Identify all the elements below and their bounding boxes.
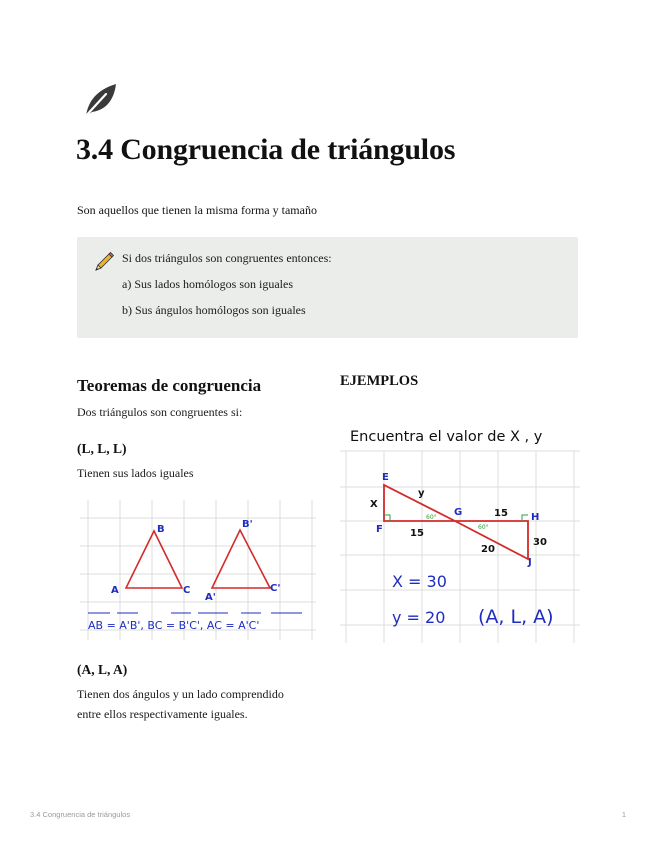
side-label: y <box>418 488 425 499</box>
result-y: y = 20 <box>392 608 446 627</box>
ala-text: entre ellos respectivamente iguales. <box>77 707 248 721</box>
theorems-heading: Teoremas de congruencia <box>77 376 262 395</box>
callout-line: a) Sus lados homólogos son iguales <box>122 277 293 291</box>
ala-title: (A, L, A) <box>77 662 128 677</box>
side-label: 20 <box>481 544 495 555</box>
callout-line: b) Sus ángulos homólogos son iguales <box>122 303 306 317</box>
point-label: H <box>531 512 540 523</box>
footer-title: 3.4 Congruencia de triángulos <box>30 810 131 819</box>
callout-line: Si dos triángulos son congruentes entonces: <box>122 251 332 265</box>
angle-label: 60° <box>426 514 437 521</box>
vertex-label: C' <box>270 583 281 594</box>
theorems-lead: Dos triángulos son congruentes si: <box>77 405 243 419</box>
lll-title: (L, L, L) <box>77 441 127 456</box>
leaf-icon <box>80 80 120 120</box>
intro-text: Son aquellos que tienen la misma forma y tamaño <box>77 203 317 217</box>
angle-label: 60° <box>478 524 489 531</box>
side-label: 30 <box>533 537 547 548</box>
lll-figure <box>80 500 316 640</box>
example-figure <box>340 415 580 643</box>
criterion-label: (A, L, A) <box>478 606 554 628</box>
point-label: G <box>454 507 463 518</box>
point-label: J <box>528 557 532 568</box>
vertex-label: C <box>183 585 191 596</box>
example-prompt: Encuentra el valor de X , y <box>350 429 543 445</box>
result-x: X = 30 <box>392 572 447 591</box>
vertex-label: B <box>157 524 165 535</box>
vertex-label: A <box>111 585 119 596</box>
side-label: 15 <box>494 508 508 519</box>
page-number: 1 <box>621 810 626 819</box>
ala-text: Tienen dos ángulos y un lado comprendido <box>77 687 284 701</box>
examples-heading: EJEMPLOS <box>340 373 419 389</box>
lll-text: Tienen sus lados iguales <box>77 466 194 480</box>
vertex-label: B' <box>242 519 253 530</box>
callout-box <box>77 237 578 338</box>
point-label: E <box>382 472 389 483</box>
pencil-icon <box>93 251 115 273</box>
vertex-label: A' <box>205 592 216 603</box>
side-label: 15 <box>410 528 424 539</box>
side-label: X <box>370 499 378 510</box>
page-title: 3.4 Congruencia de triángulos <box>76 133 456 166</box>
congruence-equation: AB = A'B', BC = B'C', AC = A'C' <box>88 619 260 632</box>
point-label: F <box>376 524 383 535</box>
